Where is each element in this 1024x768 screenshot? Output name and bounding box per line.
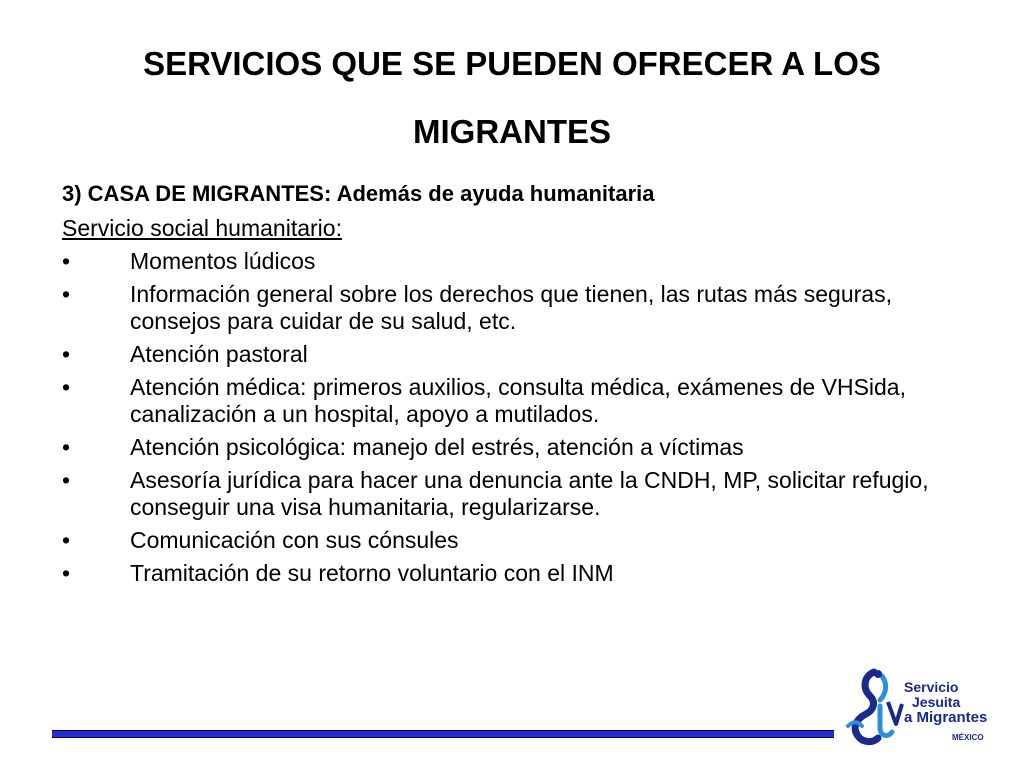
list-item <box>62 341 972 368</box>
services-list <box>62 248 972 587</box>
list-item <box>62 527 972 554</box>
sjm-monogram-icon <box>844 666 904 748</box>
bullet-icon: • <box>62 341 71 367</box>
sjm-logo <box>844 666 1004 748</box>
list-item-text: Comunicación con sus cónsules <box>130 527 459 553</box>
list-item <box>62 434 972 461</box>
section-label: Servicio social humanitario: <box>62 215 342 241</box>
list-item-text: Tramitación de su retorno voluntario con el INM <box>130 560 614 586</box>
footer-divider <box>52 730 834 738</box>
bullet-icon: • <box>62 281 71 307</box>
list-item <box>62 560 972 587</box>
list-item-text: Atención pastoral <box>130 341 308 367</box>
logo-line-2: Jesuita <box>912 694 961 710</box>
list-item-text: Atención psicológica: manejo del estrés, atención a víctimas <box>130 434 744 460</box>
bullet-icon: • <box>62 560 71 586</box>
list-item-text: Información general sobre los derechos que tienen, las rutas más seguras, consejos para cuidar de su salud, etc. <box>130 281 892 334</box>
list-item-text: Momentos lúdicos <box>130 248 316 274</box>
list-item <box>62 248 972 275</box>
bullet-icon: • <box>62 527 71 553</box>
list-item-text: Asesoría jurídica para hacer una denuncia ante la CNDH, MP, solicitar refugio, conseguir una visa humanitaria, regularizarse. <box>130 467 929 520</box>
list-item <box>62 467 972 521</box>
slide-content <box>62 180 972 593</box>
bullet-icon: • <box>62 248 71 274</box>
bullet-icon: • <box>62 374 71 400</box>
logo-line-1: Servicio <box>904 679 959 695</box>
bullet-icon: • <box>62 434 71 460</box>
page-title: SERVICIOS QUE SE PUEDEN OFRECER A LOS MIGRANTES <box>143 45 881 150</box>
logo-wordmark <box>904 680 987 725</box>
bullet-icon: • <box>62 467 71 493</box>
list-item <box>62 281 972 335</box>
list-item-text: Atención médica: primeros auxilios, consulta médica, exámenes de VHSida, canalización a un hospital, apoyo a mutilados. <box>130 374 906 427</box>
logo-line-3: a Migrantes <box>904 709 988 726</box>
list-item <box>62 374 972 428</box>
logo-country: MÉXICO <box>952 733 984 742</box>
subheading: 3) CASA DE MIGRANTES: Además de ayuda humanitaria <box>62 181 655 206</box>
